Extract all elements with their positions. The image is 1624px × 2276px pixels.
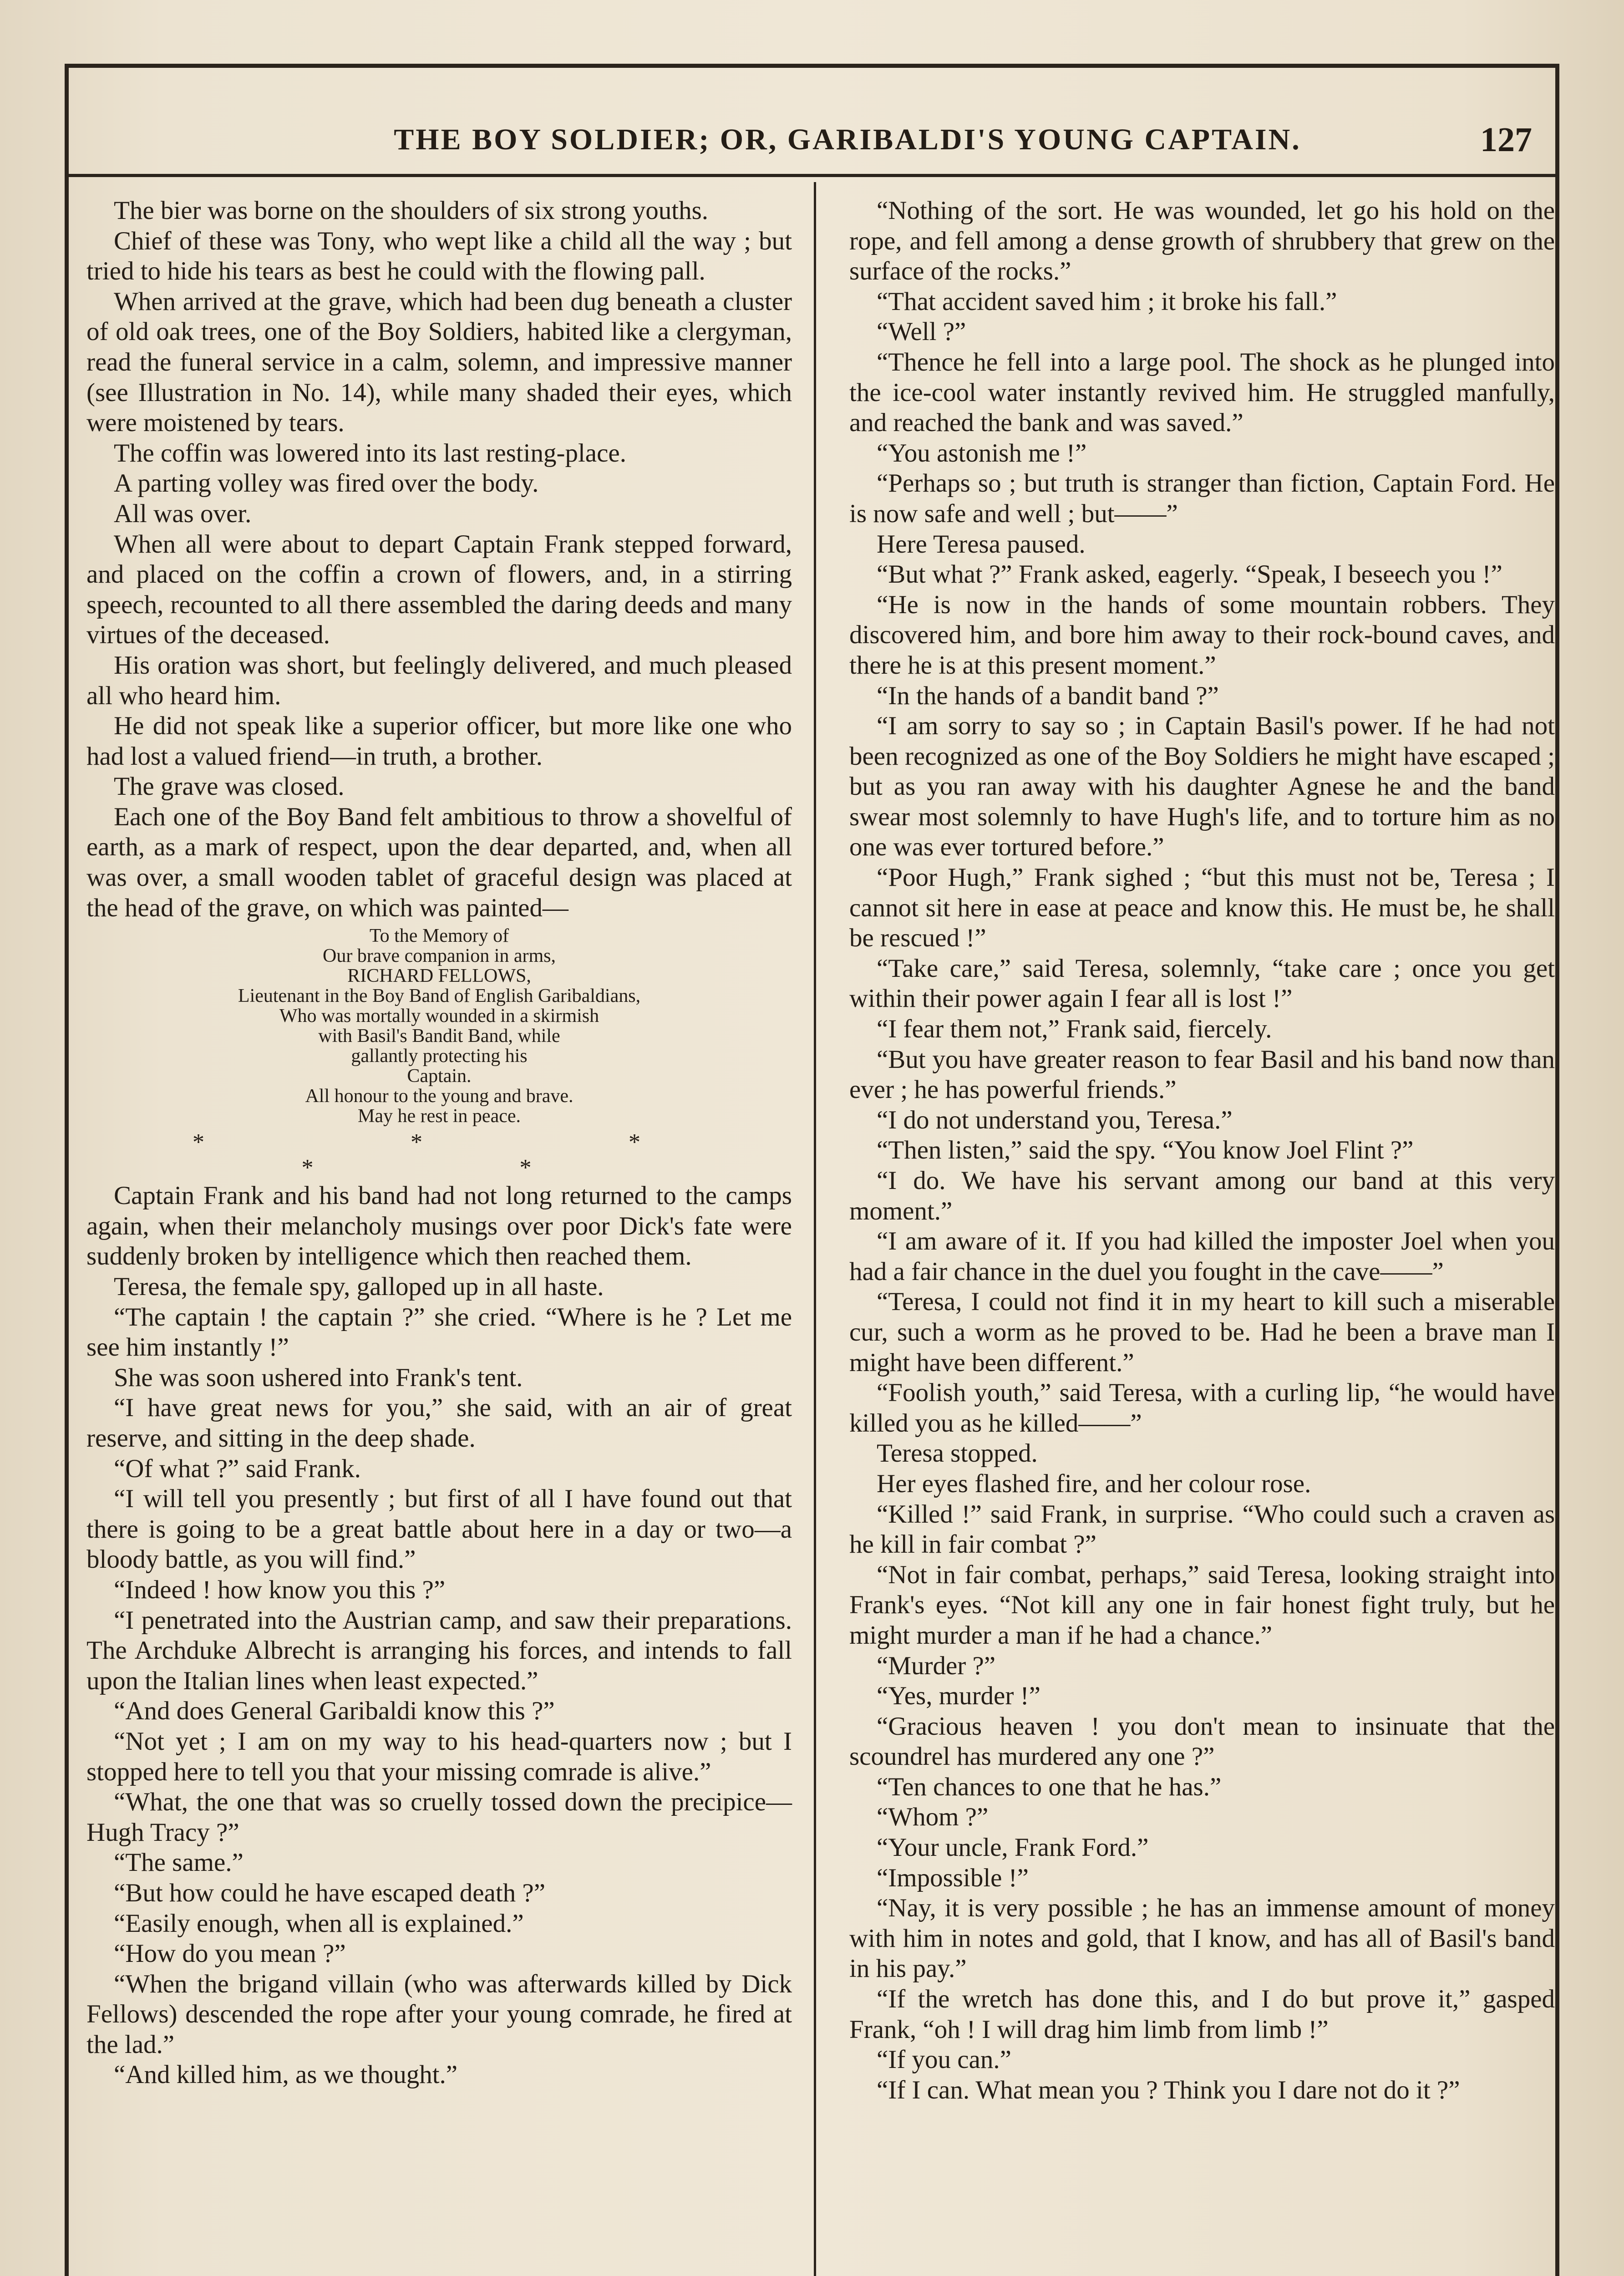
- page-header: [65, 119, 1559, 160]
- paragraph: “But how could he have escaped death ?”: [114, 1878, 546, 1907]
- paragraph: “Indeed ! how know you this ?”: [114, 1575, 446, 1604]
- paragraph: The coffin was lowered into its last resting-place.: [114, 438, 626, 467]
- epitaph: [86, 926, 792, 1126]
- paragraph: “Not in fair combat, perhaps,” said Teresa, looking straight into Frank's eyes. “Not kill any one in fair honest fight truly, but he might murder a man if he had a chance.”: [849, 1560, 1555, 1650]
- paragraph: “Whom ?”: [877, 1803, 989, 1832]
- paragraph: “Then listen,” said the spy. “You know Joel Flint ?”: [877, 1136, 1414, 1165]
- paragraph: “Easily enough, when all is explained.”: [114, 1909, 524, 1938]
- paragraph: “But you have greater reason to fear Basil and his band now than ever ; he has powerful friends.”: [849, 1045, 1555, 1104]
- paragraph: “In the hands of a bandit band ?”: [877, 681, 1219, 710]
- paragraph: “Yes, murder !”: [877, 1682, 1040, 1711]
- epitaph-line: Who was mortally wounded in a skirmish: [279, 1006, 599, 1027]
- left-column-text-after: [86, 1181, 792, 2090]
- epitaph-line: Our brave companion in arms,: [322, 945, 556, 967]
- paragraph: Here Teresa paused.: [877, 529, 1086, 559]
- paragraph: Captain Frank and his band had not long returned to the camps again, when their melancholy musings over poor Dick's fate were suddenly broken by intelligence which then reached them.: [86, 1181, 792, 1271]
- epitaph-line: To the Memory of: [369, 925, 509, 947]
- section-break-stars: * * * * *: [193, 1129, 741, 1181]
- paragraph: A parting volley was fired over the body.: [114, 469, 539, 498]
- paragraph: “If the wretch has done this, and I do but prove it,” gasped Frank, “oh ! I will drag him limb from limb !”: [849, 1985, 1555, 2044]
- epitaph-line: gallantly protecting his: [351, 1046, 528, 1067]
- epitaph-line: Lieutenant in the Boy Band of English Garibaldians,: [238, 986, 641, 1007]
- paragraph: All was over.: [114, 499, 252, 528]
- epitaph-line: May he rest in peace.: [357, 1106, 521, 1127]
- paragraph: “That accident saved him ; it broke his fall.”: [877, 287, 1337, 316]
- paragraph: “If you can.”: [877, 2045, 1011, 2074]
- paragraph: “Your uncle, Frank Ford.”: [877, 1833, 1149, 1862]
- epitaph-line: RICHARD FELLOWS,: [347, 965, 531, 987]
- paragraph: When all were about to depart Captain Frank stepped forward, and placed on the coffin a crown of flowers, and, in a stirring speech, recounted to all there assembled the daring deeds and many virtues of the deceased.: [86, 529, 792, 650]
- paragraph: Chief of these was Tony, who wept like a child all the way ; but tried to hide his tears as best he could with the flowing pall.: [86, 226, 792, 286]
- epitaph-line: with Basil's Bandit Band, while: [318, 1026, 560, 1047]
- page-number: 127: [1480, 121, 1532, 159]
- paragraph: “Ten chances to one that he has.”: [877, 1772, 1222, 1801]
- epitaph-line: Captain.: [407, 1066, 472, 1087]
- paragraph: “Gracious heaven ! you don't mean to insinuate that the scoundrel has murdered any one ?”: [849, 1712, 1555, 1771]
- paragraph: “I am aware of it. If you had killed the imposter Joel when you had a fair chance in the duel you fought in the cave——”: [849, 1227, 1555, 1286]
- paragraph: Her eyes flashed fire, and her colour rose.: [877, 1469, 1311, 1498]
- paragraph: “I do not understand you, Teresa.”: [877, 1105, 1233, 1134]
- paragraph: “And does General Garibaldi know this ?”: [114, 1697, 555, 1726]
- paragraph: “What, the one that was so cruelly tossed down the precipice—Hugh Tracy ?”: [86, 1788, 792, 1847]
- paragraph: “I do. We have his servant among our band at this very moment.”: [849, 1166, 1555, 1225]
- paragraph: “Thence he fell into a large pool. The shock as he plunged into the ice-cool water instantly revived him. He struggled manfully, and reached the bank and was saved.”: [849, 347, 1555, 437]
- paragraph: “When the brigand villain (who was afterwards killed by Dick Fellows) descended the rope after your young comrade, he fired at the lad.”: [86, 1969, 792, 2059]
- paragraph: “I am sorry to say so ; in Captain Basil's power. If he had not been recognized as one of the Boy Soldiers he might have escaped ; but as you ran away with his daughter Agnese he and the band swear most solemnly to have Hugh's life, and to torture him as no one was ever tortured before.”: [849, 711, 1555, 862]
- paragraph: “How do you mean ?”: [114, 1939, 346, 1968]
- paragraph: The grave was closed.: [114, 772, 345, 801]
- paragraph: “He is now in the hands of some mountain robbers. They discovered him, and bore him away to their rock-bound caves, and there he is at this present moment.”: [849, 590, 1555, 680]
- paragraph: “Murder ?”: [877, 1651, 996, 1680]
- paragraph: “Impossible !”: [877, 1863, 1029, 1892]
- right-column-text: [849, 196, 1555, 2105]
- left-column-text-before: [86, 196, 792, 923]
- column-divider: [814, 182, 816, 2276]
- paragraph: She was soon ushered into Frank's tent.: [114, 1363, 523, 1392]
- paragraph: “Perhaps so ; but truth is stranger than fiction, Captain Ford. He is now safe and well ; but——”: [849, 469, 1555, 528]
- paragraph: When arrived at the grave, which had been dug beneath a cluster of old oak trees, one of the Boy Soldiers, habited like a clergyman, read the funeral service in a calm, solemn, and impressive manner (see Illustration in No. 14), while many shaded their eyes, which were moistened by tears.: [86, 287, 792, 437]
- paragraph: “Nothing of the sort. He was wounded, let go his hold on the rope, and fell among a dense growth of shrubbery that grew on the surface of the rocks.”: [849, 196, 1555, 286]
- paragraph: “I fear them not,” Frank said, fiercely.: [877, 1015, 1272, 1044]
- paragraph: He did not speak like a superior officer, but more like one who had lost a valued friend—in truth, a brother.: [86, 711, 792, 771]
- paragraph: Each one of the Boy Band felt ambitious to throw a shovelful of earth, as a mark of respect, upon the dear departed, and, when all was over, a small wooden tablet of graceful design was placed at the head of the grave, on which was painted—: [86, 802, 792, 922]
- paragraph: His oration was short, but feelingly delivered, and much pleased all who heard him.: [86, 650, 792, 710]
- paragraph: “Killed !” said Frank, in surprise. “Who could such a craven as he kill in fair combat ?”: [849, 1499, 1555, 1559]
- paragraph: “Of what ?” said Frank.: [114, 1454, 361, 1483]
- paragraph: The bier was borne on the shoulders of six strong youths.: [114, 196, 709, 225]
- paragraph: “The same.”: [114, 1848, 244, 1877]
- paragraph: Teresa, the female spy, galloped up in all haste.: [114, 1272, 604, 1301]
- running-title: THE BOY SOLDIER; OR, GARIBALDI'S YOUNG CAPTAIN.: [394, 123, 1301, 156]
- paragraph: “The captain ! the captain ?” she cried. “Where is he ? Let me see him instantly !”: [86, 1302, 792, 1362]
- paragraph: “I have great news for you,” she said, with an air of great reserve, and sitting in the deep shade.: [86, 1393, 792, 1453]
- paragraph: “But what ?” Frank asked, eagerly. “Speak, I beseech you !”: [877, 560, 1502, 589]
- right-column: [849, 196, 1555, 2105]
- paragraph: “Well ?”: [877, 317, 966, 346]
- paragraph: “Nay, it is very possible ; he has an immense amount of money with him in notes and gold, that I know, and has all of Basil's band in his pay.”: [849, 1894, 1555, 1983]
- paragraph: “And killed him, as we thought.”: [114, 2060, 458, 2089]
- paragraph: “You astonish me !”: [877, 438, 1087, 467]
- paragraph: “If I can. What mean you ? Think you I dare not do it ?”: [877, 2075, 1460, 2104]
- left-column: [86, 196, 792, 2090]
- epitaph-line: All honour to the young and brave.: [305, 1086, 573, 1107]
- paragraph: “I will tell you presently ; but first of all I have found out that there is going to be a great battle about here in a day or two—a bloody battle, as you will find.”: [86, 1484, 792, 1574]
- header-rule: [65, 174, 1559, 177]
- paragraph: “Not yet ; I am on my way to his head-quarters now ; but I stopped here to tell you that your missing comrade is alive.”: [86, 1727, 792, 1786]
- paragraph: “Teresa, I could not find it in my heart to kill such a miserable cur, such a worm as he proved to be. Had he been a brave man I might have been different.”: [849, 1287, 1555, 1377]
- paragraph: “Poor Hugh,” Frank sighed ; “but this must not be, Teresa ; I cannot sit here in ease at peace and know this. He must be, he shall be rescued !”: [849, 863, 1555, 953]
- paragraph: “I penetrated into the Austrian camp, and saw their preparations. The Archduke Albrecht is arranging his forces, and intends to fall upon the Italian lines when least expected.”: [86, 1605, 792, 1695]
- paragraph: “Foolish youth,” said Teresa, with a curling lip, “he would have killed you as he killed——”: [849, 1378, 1555, 1438]
- paragraph: “Take care,” said Teresa, solemnly, “take care ; once you get within their power again I fear all is lost !”: [849, 954, 1555, 1013]
- paragraph: Teresa stopped.: [877, 1439, 1038, 1468]
